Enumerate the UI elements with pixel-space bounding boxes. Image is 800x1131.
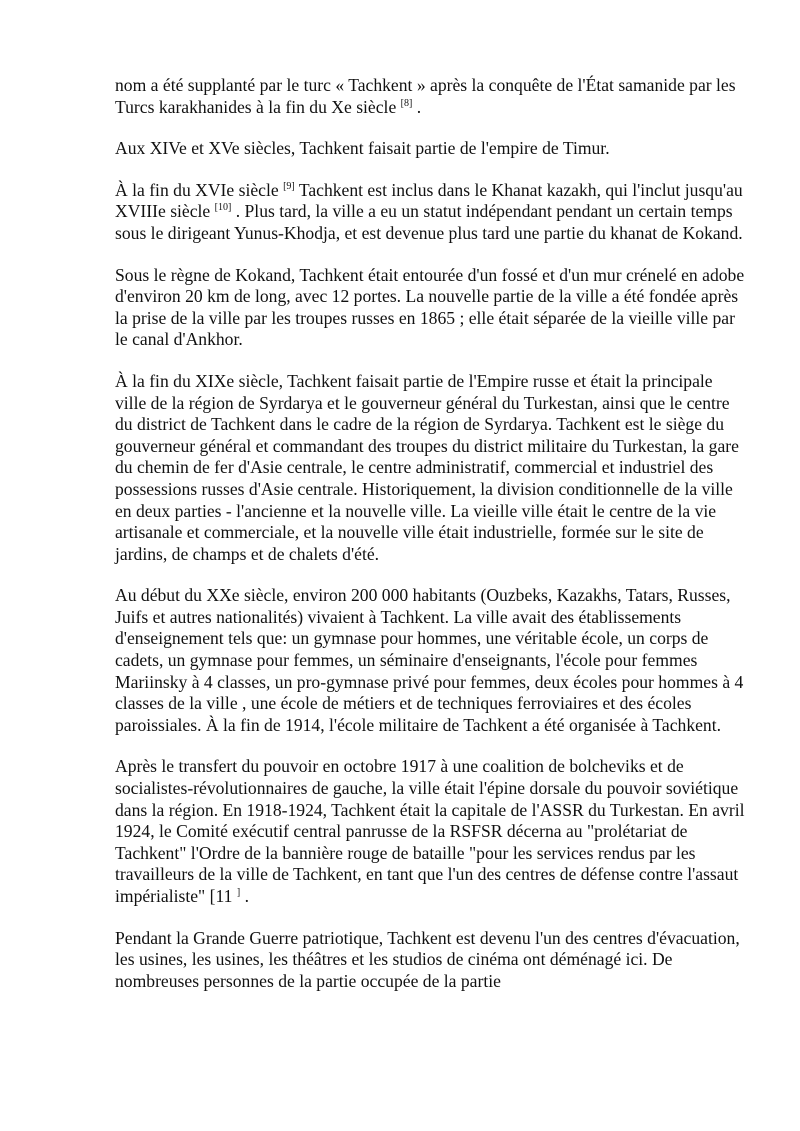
paragraph-text: Sous le règne de Kokand, Tachkent était entourée d'un fossé et d'un mur crénelé en adobe d'environ 20 km de long, avec 12 portes. La nouvelle partie de la ville a été fondée après la prise de la ville par les troupes russes en 1865 ; elle était séparée de la vieille ville par le canal d'Ankhor.: [115, 264, 745, 350]
footnote-ref: [10]: [214, 202, 232, 214]
paragraph-text: .: [412, 96, 422, 117]
paragraph: [115, 371, 745, 565]
paragraph-text: À la fin du XIXe siècle, Tachkent faisait partie de l'Empire russe et était la principale ville de la région de Syrdarya et le gouverneur général du Turkestan, ainsi que le centre du district de Tachkent dans le cadre de la région de Syrdarya. Tachkent est le siège du gouverneur général et commandant des troupes du district militaire du Turkestan, la gare du chemin de fer d'Asie centrale, le centre administratif, commercial et industriel des possessions russes d'Asie centrale. Historiquement, la division conditionnelle de la ville en deux parties - l'ancienne et la nouvelle ville. La vieille ville était le centre de la vie artisanale et commerciale, et la nouvelle ville était industrielle, formée sur le site de jardins, de champs et de chalets d'été.: [115, 370, 739, 564]
footnote-ref: [9]: [283, 180, 295, 192]
paragraph: [115, 756, 745, 907]
paragraph-text: Après le transfert du pouvoir en octobre 1917 à une coalition de bolcheviks et de socialistes-révolutionnaires de gauche, la ville était l'épine dorsale du pouvoir soviétique dans la région. En 1918-1924, Tachkent était la capitale de l'ASSR du Turkestan. En avril 1924, le Comité exécutif central panrusse de la RSFSR décerna au "prolétariat de Tachkent" l'Ordre de la bannière rouge de bataille "pour les services rendus par les travailleurs de la ville de Tachkent, en tant que l'un des centres de défense contre l'assaut impérialiste" [11: [115, 756, 745, 906]
paragraph-text: . Plus tard, la ville a eu un statut indépendant pendant un certain temps sous le dirigeant Yunus-Khodja, et est devenue plus tard une partie du khanat de Kokand.: [115, 201, 743, 243]
footnote-ref: ]: [236, 887, 241, 898]
paragraph-text: Pendant la Grande Guerre patriotique, Tachkent est devenu l'un des centres d'évacuation, les usines, les usines, les théâtres et les studios de cinéma ont déménagé ici. De nombreuses personnes de la partie occupée de la partie: [115, 927, 740, 991]
paragraph-text: Aux XIVe et XVe siècles, Tachkent faisait partie de l'empire de Timur.: [115, 138, 610, 159]
document-body: [115, 75, 745, 1012]
paragraph-text: nom a été supplanté par le turc « Tachkent » après la conquête de l'État samanide par les Turcs karakhanides à la fin du Xe siècle: [115, 75, 736, 117]
paragraph-text: Tachkent est inclus dans le Khanat kazakh, qui l'inclut jusqu'au XVIIIe siècle: [115, 179, 743, 222]
paragraph: [115, 585, 745, 736]
paragraph-text: À la fin du XVIe siècle: [115, 179, 284, 200]
paragraph: [115, 75, 745, 118]
paragraph-text: .: [240, 886, 249, 906]
paragraph-text: Au début du XXe siècle, environ 200 000 habitants (Ouzbeks, Kazakhs, Tatars, Russes, Juifs et autres nationalités) vivaient à Tachkent. La ville avait des établissements d'enseignement tels que: un gymnase pour hommes, une véritable école, un corps de cadets, un gymnase pour femmes, un séminaire d'enseignants, l'école pour femmes Mariinsky à 4 classes, un pro-gymnase privé pour femmes, deux écoles pour hommes à 4 classes de la ville , une école de métiers et de techniques ferroviaires et des écoles paroissiales. À la fin de 1914, l'école militaire de Tachkent a été organisée à Tachkent.: [115, 585, 744, 735]
footnote-ref: [8]: [400, 97, 413, 109]
paragraph: [115, 180, 745, 245]
paragraph: [115, 928, 745, 993]
paragraph: [115, 265, 745, 351]
paragraph: [115, 138, 745, 160]
